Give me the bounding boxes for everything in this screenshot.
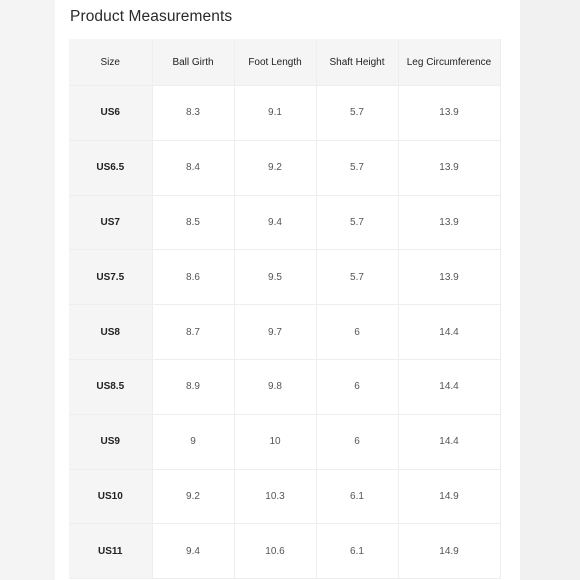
- size-cell: US8.5: [69, 359, 152, 414]
- leg-circumference-cell: 13.9: [398, 86, 500, 141]
- table-row: [69, 414, 500, 469]
- shaft-height-cell: 6.1: [316, 524, 398, 579]
- foot-length-cell: 10.3: [234, 469, 316, 524]
- ball-girth-cell: 8.5: [152, 195, 234, 250]
- table-row: [69, 305, 500, 360]
- table-row: [69, 250, 500, 305]
- measurements-table: [69, 39, 501, 579]
- size-cell: US11: [69, 524, 152, 579]
- page-title: Product Measurements: [70, 8, 233, 25]
- ball-girth-cell: 8.6: [152, 250, 234, 305]
- shaft-height-cell: 5.7: [316, 140, 398, 195]
- background-left: [0, 0, 55, 580]
- shaft-height-cell: 5.7: [316, 250, 398, 305]
- table-row: [69, 359, 500, 414]
- header-foot-length: Foot Length: [234, 39, 316, 86]
- header-ball-girth: Ball Girth: [152, 39, 234, 86]
- leg-circumference-cell: 13.9: [398, 140, 500, 195]
- shaft-height-cell: 5.7: [316, 86, 398, 141]
- ball-girth-cell: 8.3: [152, 86, 234, 141]
- ball-girth-cell: 9: [152, 414, 234, 469]
- foot-length-cell: 9.2: [234, 140, 316, 195]
- foot-length-cell: 10.6: [234, 524, 316, 579]
- shaft-height-cell: 5.7: [316, 195, 398, 250]
- size-cell: US7: [69, 195, 152, 250]
- leg-circumference-cell: 13.9: [398, 195, 500, 250]
- shaft-height-cell: 6: [316, 414, 398, 469]
- ball-girth-cell: 9.4: [152, 524, 234, 579]
- table-row: [69, 140, 500, 195]
- header-leg-circumference: Leg Circumference: [398, 39, 500, 86]
- foot-length-cell: 9.4: [234, 195, 316, 250]
- leg-circumference-cell: 14.4: [398, 359, 500, 414]
- size-cell: US6: [69, 86, 152, 141]
- size-cell: US6.5: [69, 140, 152, 195]
- shaft-height-cell: 6: [316, 359, 398, 414]
- size-cell: US10: [69, 469, 152, 524]
- background-right: [520, 0, 580, 580]
- foot-length-cell: 9.8: [234, 359, 316, 414]
- table-row: [69, 195, 500, 250]
- table-row: [69, 469, 500, 524]
- shaft-height-cell: 6: [316, 305, 398, 360]
- foot-length-cell: 9.7: [234, 305, 316, 360]
- foot-length-cell: 10: [234, 414, 316, 469]
- header-size: Size: [69, 39, 152, 86]
- leg-circumference-cell: 14.9: [398, 469, 500, 524]
- leg-circumference-cell: 14.9: [398, 524, 500, 579]
- size-cell: US8: [69, 305, 152, 360]
- header-shaft-height: Shaft Height: [316, 39, 398, 86]
- table-row: [69, 86, 500, 141]
- ball-girth-cell: 9.2: [152, 469, 234, 524]
- foot-length-cell: 9.1: [234, 86, 316, 141]
- leg-circumference-cell: 14.4: [398, 305, 500, 360]
- shaft-height-cell: 6.1: [316, 469, 398, 524]
- foot-length-cell: 9.5: [234, 250, 316, 305]
- ball-girth-cell: 8.4: [152, 140, 234, 195]
- size-cell: US7.5: [69, 250, 152, 305]
- table-row: [69, 524, 500, 579]
- leg-circumference-cell: 13.9: [398, 250, 500, 305]
- table-header-row: [69, 39, 500, 86]
- ball-girth-cell: 8.9: [152, 359, 234, 414]
- ball-girth-cell: 8.7: [152, 305, 234, 360]
- leg-circumference-cell: 14.4: [398, 414, 500, 469]
- size-cell: US9: [69, 414, 152, 469]
